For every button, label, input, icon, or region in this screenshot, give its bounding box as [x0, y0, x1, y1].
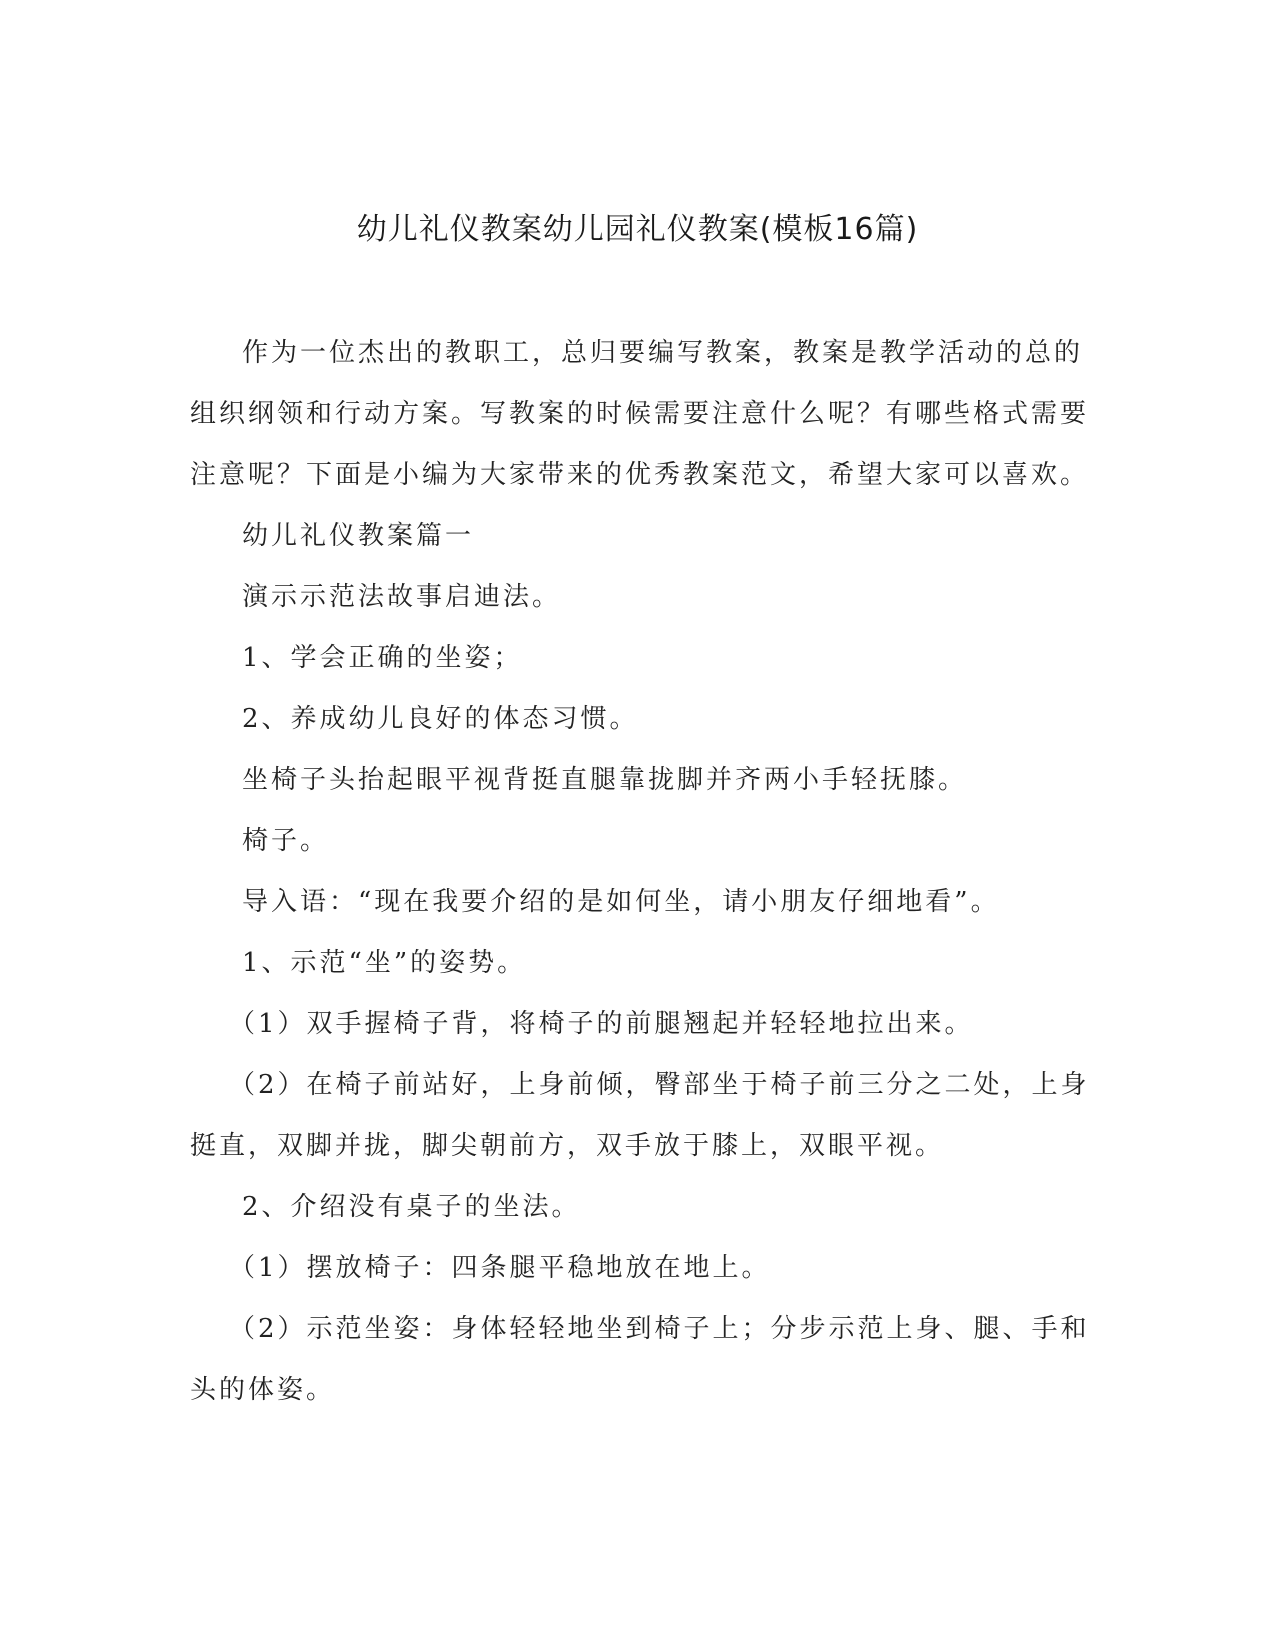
document-title: 幼儿礼仪教案幼儿园礼仪教案(模板16篇)	[356, 212, 919, 247]
intro-paragraph: 作为一位杰出的教职工，总归要编写教案，教案是教学活动的总的组织纲领和行动方案。写教案的时候需要注意什么呢？有哪些格式需要注意呢？下面是小编为大家带来的优秀教案范文，希望大家可以喜欢。	[190, 338, 1090, 490]
intro-speech-paragraph: 导入语：“现在我要介绍的是如何坐，请小朋友仔细地看”。	[242, 887, 1000, 917]
step-1-sub-2: （2）在椅子前站好，上身前倾，臀部坐于椅子前三分之二处，上身挺直，双脚并拢，脚尖朝前方，双手放于膝上，双眼平视。	[190, 1070, 1090, 1161]
step-2-sub-2: （2）示范坐姿：身体轻轻地坐到椅子上；分步示范上身、腿、手和头的体姿。	[190, 1314, 1090, 1405]
section-heading: 幼儿礼仪教案篇一	[242, 521, 475, 551]
step-1-sub-1: （1）双手握椅子背，将椅子的前腿翘起并轻轻地拉出来。	[229, 1009, 974, 1039]
document-body	[190, 323, 1090, 1421]
rhyme-paragraph: 坐椅子头抬起眼平视背挺直腿靠拢脚并齐两小手轻抚膝。	[242, 765, 968, 795]
goal-item-1: 1、学会正确的坐姿；	[242, 643, 523, 673]
step-1-heading: 1、示范“坐”的姿势。	[242, 948, 527, 978]
step-2-heading: 2、介绍没有桌子的坐法。	[242, 1192, 581, 1222]
step-2-sub-1: （1）摆放椅子：四条腿平稳地放在地上。	[229, 1253, 771, 1283]
materials-paragraph: 椅子。	[242, 826, 330, 856]
goal-item-2: 2、养成幼儿良好的体态习惯。	[242, 704, 639, 734]
method-paragraph: 演示示范法故事启迪法。	[242, 582, 562, 612]
